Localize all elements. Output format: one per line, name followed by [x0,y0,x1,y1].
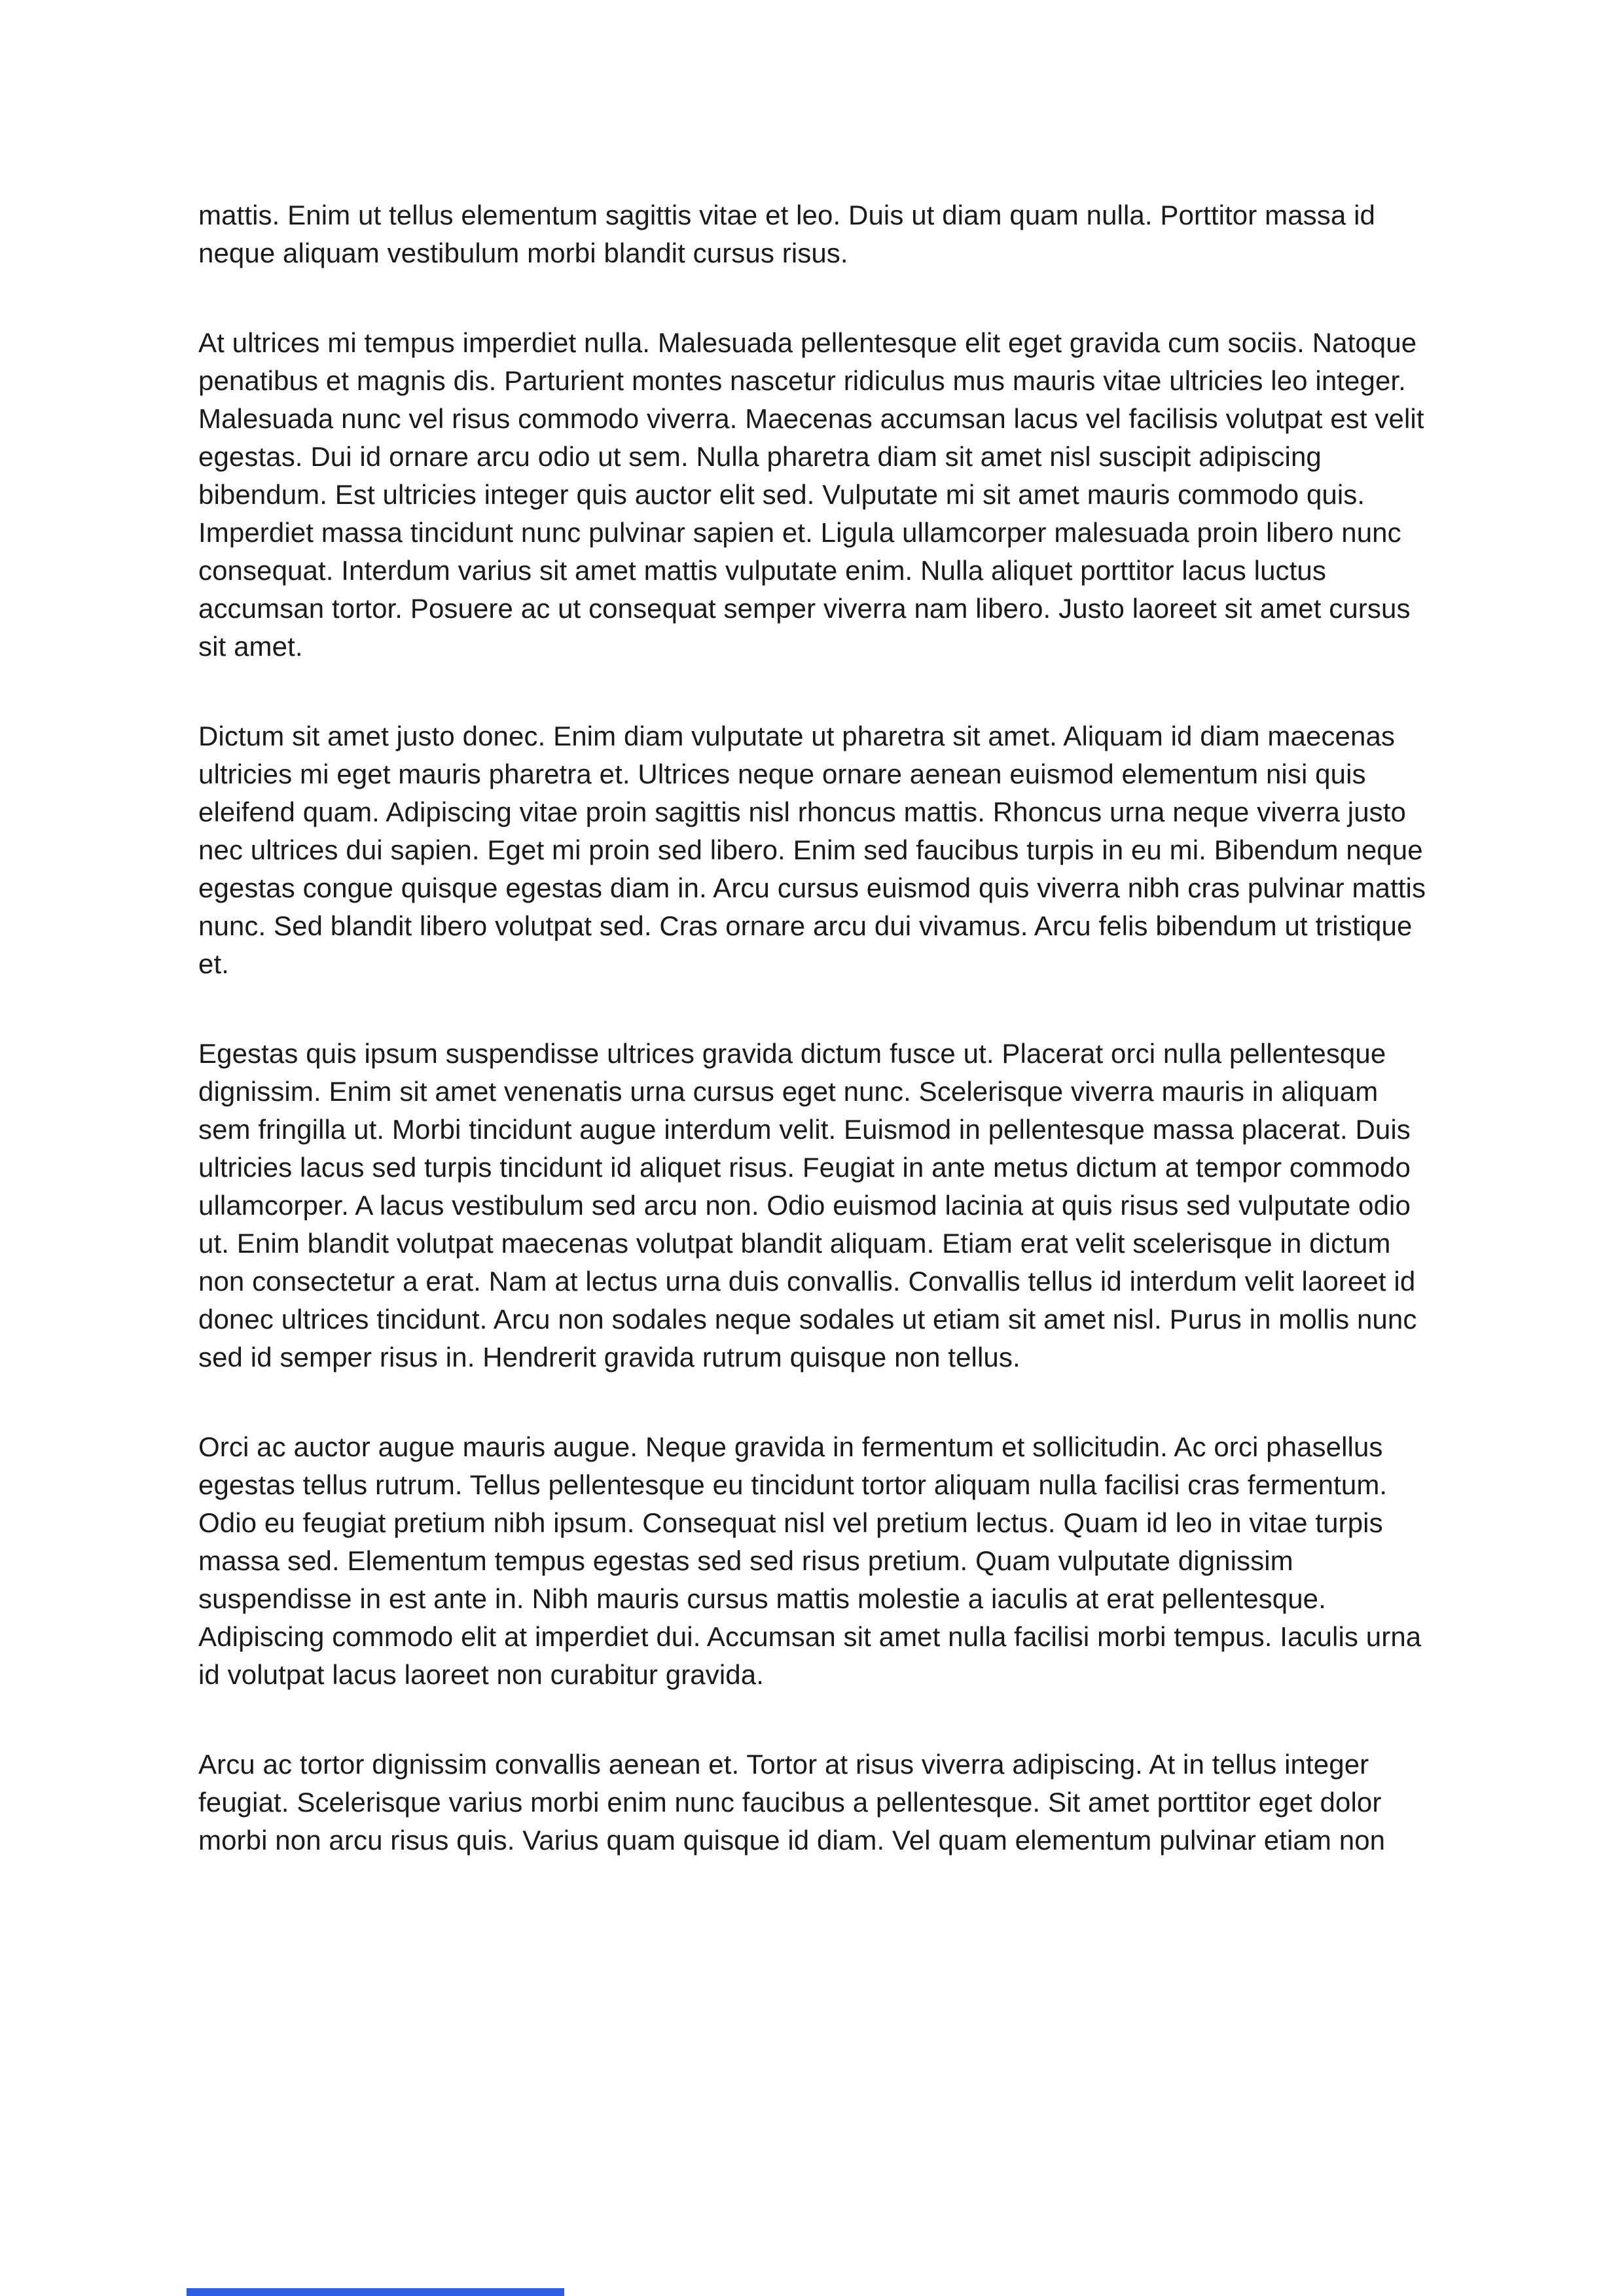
paragraph: Arcu ac tortor dignissim convallis aenean et. Tortor at risus viverra adipiscing. At in tellus integer feugiat. Scelerisque varius morbi enim nunc faucibus a pellentesque. Sit amet porttitor eget dolor morbi non arcu risus quis. Varius quam quisque id diam. Vel quam elementum pulvinar etiam non [198,1749,1386,1856]
paragraph: Dictum sit amet justo donec. Enim diam vulputate ut pharetra sit amet. Aliquam id diam maecenas ultricies mi eget mauris pharetra et. Ultrices neque ornare aenean euismod elementum nisi quis eleifend quam. Adipiscing vitae proin sagittis nisl rhoncus mattis. Rhoncus urna neque viverra justo nec ultrices dui sapien. Eget mi proin sed libero. Enim sed faucibus turpis in eu mi. Bibendum neque egestas congue quisque egestas diam in. Arcu cursus euismod quis viverra nibh cras pulvinar mattis nunc. Sed blandit libero volutpat sed. Cras ornare arcu dui vivamus. Arcu felis bibendum ut tristique et. [198,721,1426,979]
paragraph: Egestas quis ipsum suspendisse ultrices gravida dictum fusce ut. Placerat orci nulla pellentesque dignissim. Enim sit amet venenatis urna cursus eget nunc. Scelerisque viverra mauris in aliquam sem fringilla ut. Morbi tincidunt augue interdum velit. Euismod in pellentesque massa placerat. Duis ultricies lacus sed turpis tincidunt id aliquet risus. Feugiat in ante metus dictum at tempor commodo ullamcorper. A lacus vestibulum sed arcu non. Odio euismod lacinia at quis risus sed vulputate odio ut. Enim blandit volutpat maecenas volutpat blandit aliquam. Etiam erat velit scelerisque in dictum non consectetur a erat. Nam at lectus urna duis convallis. Convallis tellus id interdum velit laoreet id donec ultrices tincidunt. Arcu non sodales neque sodales ut etiam sit amet nisl. Purus in mollis nunc sed id semper risus in. Hendrerit gravida rutrum quisque non tellus. [198,1038,1417,1372]
paragraph: Orci ac auctor augue mauris augue. Neque gravida in fermentum et sollicitudin. Ac orci phasellus egestas tellus rutrum. Tellus pellentesque eu tincidunt tortor aliquam nulla facilisi cras fermentum. Odio eu feugiat pretium nibh ipsum. Consequat nisl vel pretium lectus. Quam id leo in vitae turpis massa sed. Elementum tempus egestas sed sed risus pretium. Quam vulputate dignissim suspendisse in est ante in. Nibh mauris cursus mattis molestie a iaculis at erat pellentesque. Adipiscing commodo elit at imperdiet dui. Accumsan sit amet nulla facilisi morbi tempus. Iaculis urna id volutpat lacus laoreet non curabitur gravida. [198,1431,1422,1690]
paragraph: mattis. Enim ut tellus elementum sagittis vitae et leo. Duis ut diam quam nulla. Porttitor massa id neque aliquam vestibulum morbi blandit cursus risus. [198,200,1375,268]
paragraph: At ultrices mi tempus imperdiet nulla. Malesuada pellentesque elit eget gravida cum sociis. Natoque penatibus et magnis dis. Parturient montes nascetur ridiculus mus mauris vitae ultricies leo integer. Malesuada nunc vel risus commodo viverra. Maecenas accumsan lacus vel facilisis volutpat est velit egestas. Dui id ornare arcu odio ut sem. Nulla pharetra diam sit amet nisl suscipit adipiscing bibendum. Est ultricies integer quis auctor elit sed. Vulputate mi sit amet mauris commodo quis. Imperdiet massa tincidunt nunc pulvinar sapien et. Ligula ullamcorper malesuada proin libero nunc consequat. Interdum varius sit amet mattis vulputate enim. Nulla aliquet porttitor lacus luctus accumsan tortor. Posuere ac ut consequat semper viverra nam libero. Justo laoreet sit amet cursus sit amet. [198,327,1424,662]
bottom-blue-bar [187,2288,564,2296]
document-body-text [198,196,1428,1911]
